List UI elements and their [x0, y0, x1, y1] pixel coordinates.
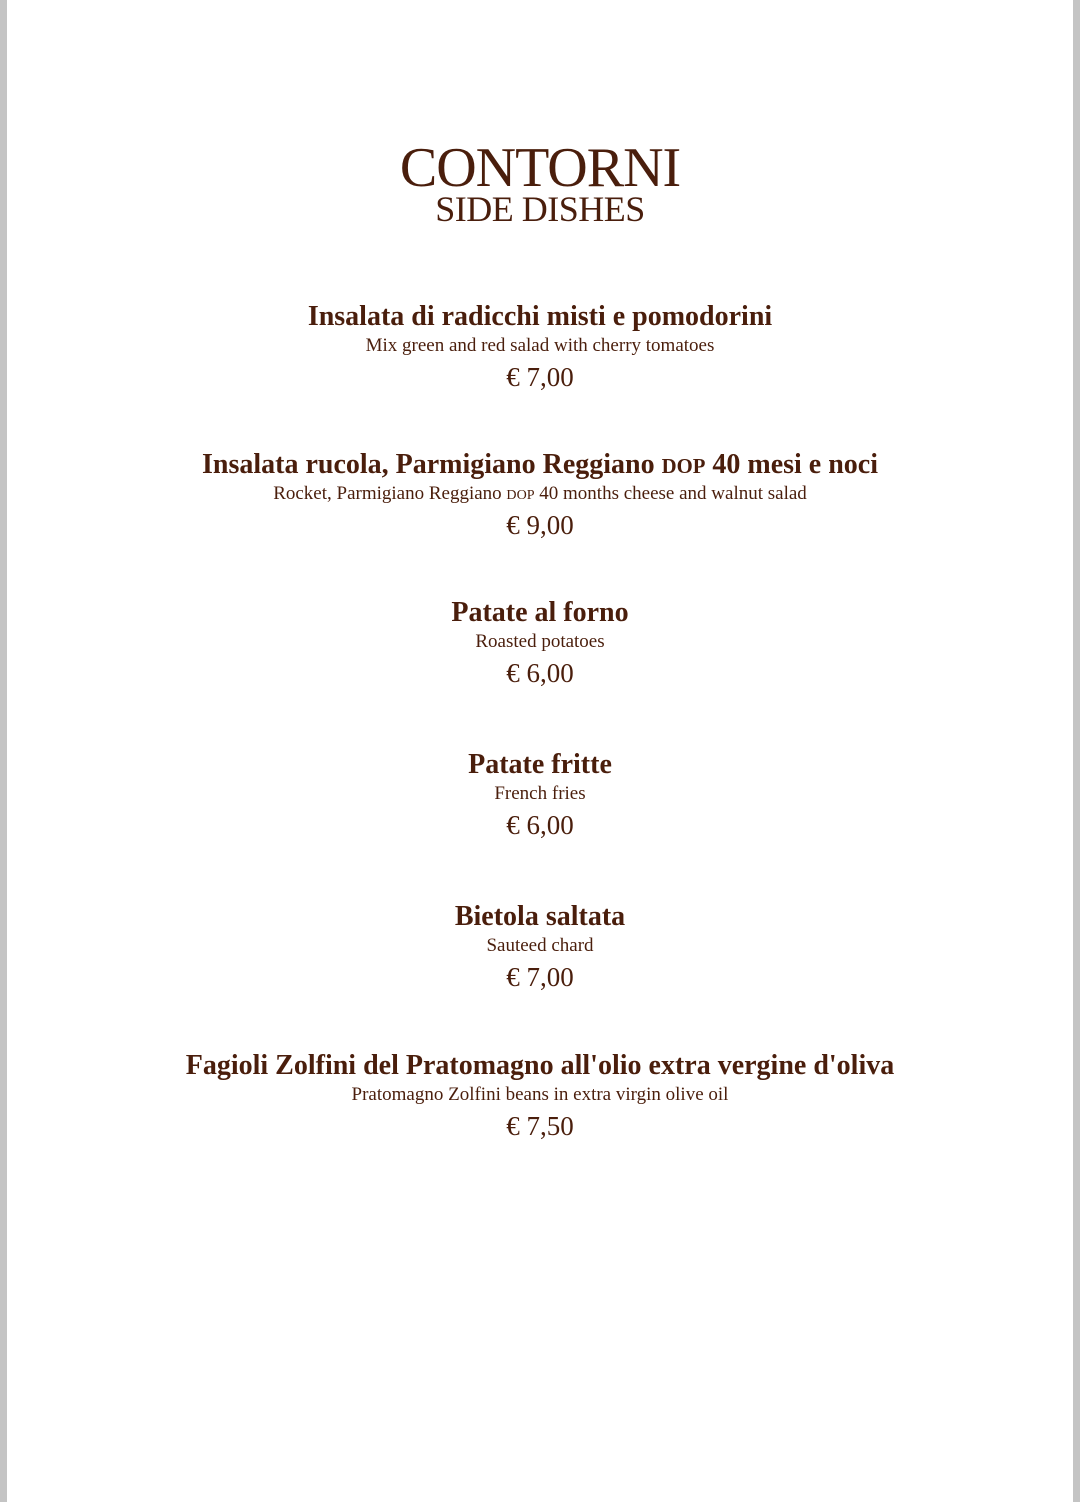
dish-description: French fries: [494, 783, 586, 804]
dish-name: Fagioli Zolfini del Pratomagno all'olio extra vergine d'oliva: [185, 1050, 895, 1081]
page-subtitle: SIDE DISHES: [435, 189, 645, 229]
dish-price: € 9,00: [506, 510, 574, 540]
menu-item: [7, 449, 1073, 542]
menu-item: [7, 749, 1073, 842]
dish-description: Rocket, Parmigiano Reggiano DOP 40 months cheese and walnut salad: [273, 483, 807, 504]
dish-name: Patate fritte: [468, 749, 612, 780]
dish-description: Mix green and red salad with cherry tomatoes: [365, 335, 715, 356]
dish-description: Roasted potatoes: [475, 631, 605, 652]
dish-name: Patate al forno: [451, 597, 629, 628]
dish-price: € 6,00: [506, 810, 574, 840]
menu-item: [7, 901, 1073, 994]
dish-description: Sauteed chard: [486, 935, 594, 956]
dish-price: € 7,00: [506, 962, 574, 992]
dish-price: € 7,50: [506, 1111, 574, 1141]
menu-page: [7, 0, 1073, 1502]
menu-item: [7, 301, 1073, 394]
dish-name: Insalata rucola, Parmigiano Reggiano DOP 40 mesi e noci: [201, 449, 879, 480]
dish-price: € 7,00: [506, 362, 574, 392]
menu-item: [7, 1050, 1073, 1143]
dish-name: Insalata di radicchi misti e pomodorini: [307, 301, 773, 332]
page-title: CONTORNI: [399, 137, 681, 199]
dish-description: Pratomagno Zolfini beans in extra virgin olive oil: [351, 1084, 729, 1105]
dish-price: € 6,00: [506, 658, 574, 688]
menu-item: [7, 597, 1073, 690]
dish-name: Bietola saltata: [454, 901, 626, 932]
